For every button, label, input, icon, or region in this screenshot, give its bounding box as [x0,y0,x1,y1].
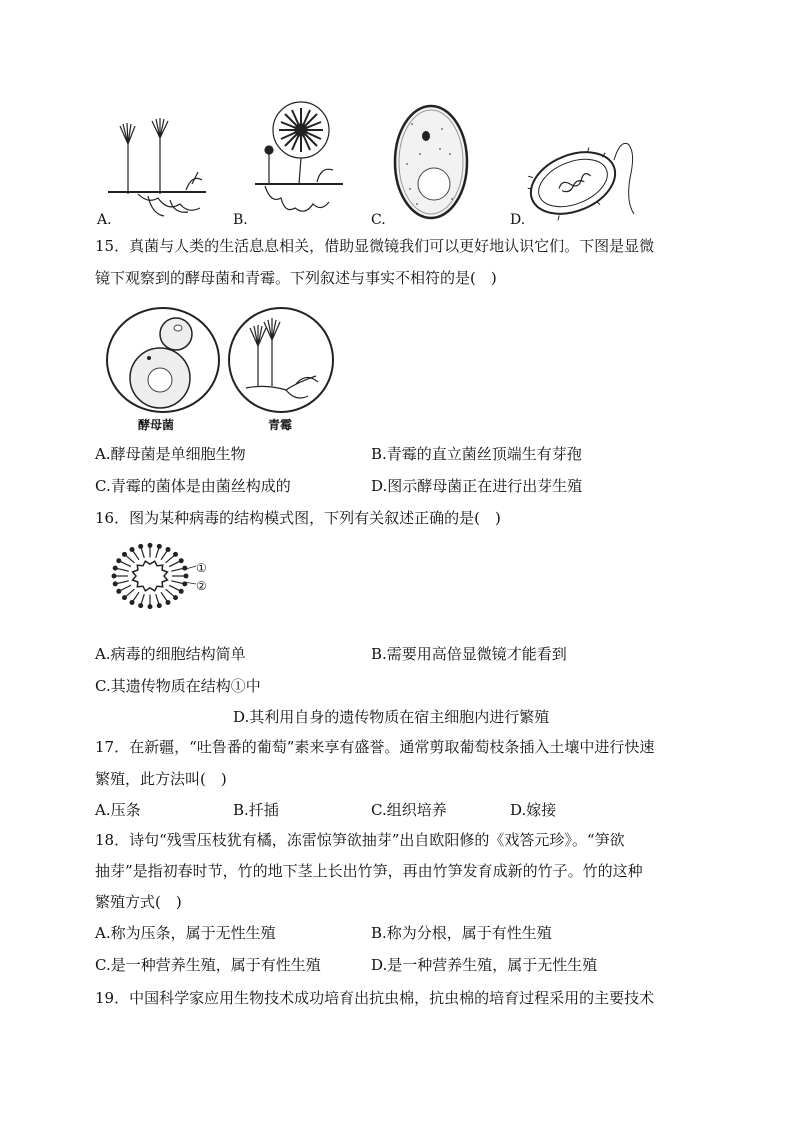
yeast-caption: 酵母菌 [138,418,175,432]
penicillium-microscope-view-image [226,306,336,414]
virus-spike-knob [116,589,121,594]
q15-option-c: C.青霉的菌体是由菌丝构成的 [95,477,291,495]
q19-stem-line1: 19．中国科学家应用生物技术成功培育出抗虫棉，抗虫棉的培育过程采用的主要技术 [95,989,655,1007]
q14-option-c-label: C. [371,212,386,228]
marker-pointer-line [186,566,196,569]
yeast-microscope-view-image [104,306,222,414]
virus-spike-knob [122,552,127,557]
q15-stem-line1: 15．真菌与人类的生活息息相关，借助显微镜我们可以更好地认识它们。下图是显微 [95,237,655,255]
virus-spike-knob [130,547,135,552]
q18-option-d: D.是一种营养生殖，属于无性生殖 [371,956,598,974]
q14-option-d-label: D. [510,212,526,228]
virus-spike-knob [122,595,127,600]
q16-option-a: A.病毒的细胞结构简单 [95,645,246,663]
q16-option-d: D.其利用自身的遗传物质在宿主细胞内进行繁殖 [233,708,550,726]
penicillium-caption: 青霉 [268,418,293,432]
virus-spike-knob [116,558,121,563]
virus-spike-knob [113,566,118,571]
q15-stem-line2: 镜下观察到的酵母菌和青霉。下列叙述与事实不相符的是( ) [95,269,497,287]
q17-option-c: C.组织培养 [371,801,447,819]
virus-spike-knob [138,544,143,549]
q18-option-b: B.称为分根，属于有性生殖 [371,924,552,942]
rhizopus-mold-image [255,100,345,218]
q18-stem-line3: 繁殖方式( ) [95,893,182,911]
virus-spike-knob [157,603,162,608]
penicillium-mold-image [108,124,208,219]
q18-stem-line2: 抽芽”是指初春时节，竹的地下茎上长出竹笋，再由竹笋发育成新的竹子。竹的这种 [95,862,643,880]
virus-spike-knob [179,558,184,563]
q16-option-b: B.需要用高倍显微镜才能看到 [371,645,567,663]
q16-stem: 16．图为某种病毒的结构模式图，下列有关叙述正确的是( ) [95,509,501,527]
q17-stem-line1: 17．在新疆，“吐鲁番的葡萄”素来享有盛誉。通常剪取葡萄枝条插入土壤中进行快速 [95,738,655,756]
virus-spike-knob [138,603,143,608]
q17-stem-line2: 繁殖，此方法叫( ) [95,770,227,788]
virus-spike-knob [112,574,117,579]
bacterium-image [528,138,638,224]
q18-option-a: A.称为压条，属于无性生殖 [95,924,276,942]
virus-spike-knob [113,581,118,586]
virus-spike-knob [166,600,171,605]
q18-stem-line1: 18．诗句“残雪压枝犹有橘，冻雷惊笋欲抽芽”出自欧阳修的《戏答元珍》。“笋欲 [95,831,625,849]
q17-option-b: B.扦插 [233,801,279,819]
virus-spike-knob [130,600,135,605]
q14-option-a-label: A. [97,212,112,228]
virus-spike-knob [173,552,178,557]
virus-spike-knob [166,547,171,552]
virus-spike-knob [179,589,184,594]
virus-spike-knob [173,595,178,600]
yeast-cell-image [392,104,470,222]
virus-spike-knob [148,543,153,548]
q16-option-c: C.其遗传物质在结构①中 [95,677,261,695]
q14-option-b-label: B. [233,212,248,228]
q17-option-a: A.压条 [95,801,141,819]
virus-core [133,561,168,591]
q17-option-d: D.嫁接 [510,801,557,819]
structure-marker-1: ① [196,561,207,575]
q15-option-a: A.酵母菌是单细胞生物 [95,445,246,463]
virus-spike-knob [148,604,153,609]
q15-option-d: D.图示酵母菌正在进行出芽生殖 [371,477,583,495]
q18-option-c: C.是一种营养生殖，属于有性生殖 [95,956,321,974]
structure-marker-2: ② [196,579,207,593]
virus-spike-knob [157,544,162,549]
virus-structure-image [98,536,212,616]
virus-spike-knob [184,574,189,579]
virus-spike-knob [182,566,187,571]
q15-option-b: B.青霉的直立菌丝顶端生有芽孢 [371,445,582,463]
